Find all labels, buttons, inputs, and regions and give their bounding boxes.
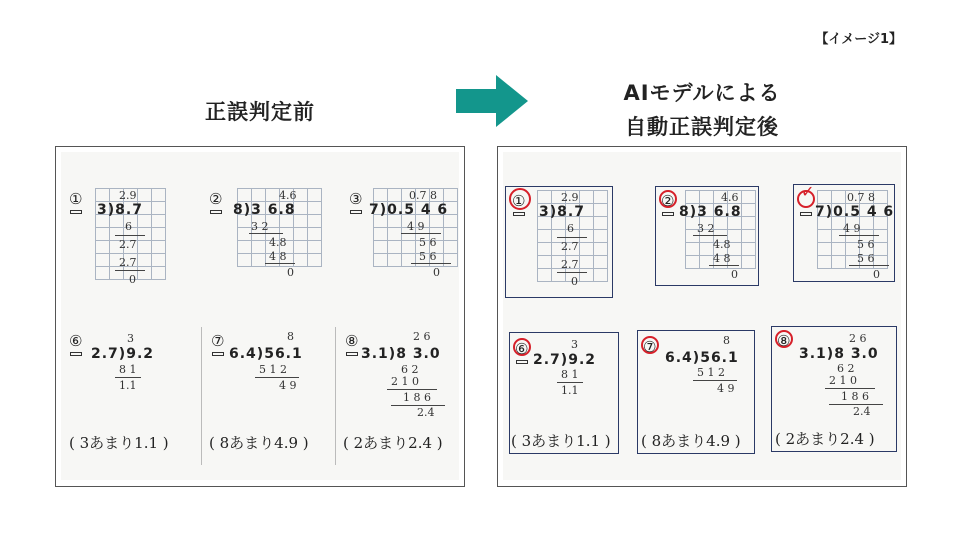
- column-divider: [335, 327, 336, 465]
- division-expression: 2.7)9.2: [91, 346, 154, 362]
- work-step: 2.7: [561, 240, 579, 253]
- underline-mark: [70, 210, 82, 214]
- check-icon: ✓: [801, 182, 815, 201]
- work-line: [849, 265, 889, 266]
- division-expression: 3)8.7: [539, 204, 585, 220]
- work-step: 5 6: [419, 236, 437, 249]
- division-expression: 2.7)9.2: [533, 352, 596, 368]
- work-step: 8 1: [119, 363, 137, 376]
- quotient: 0.7 8: [847, 191, 875, 204]
- underline-mark: [662, 212, 674, 216]
- work-step: 1 8 6: [403, 391, 431, 404]
- problem-number: ⑧: [345, 332, 359, 350]
- quotient: 3: [571, 338, 578, 351]
- column-divider: [201, 327, 202, 465]
- quotient: 8: [287, 330, 294, 343]
- before-panel: [55, 146, 465, 487]
- quotient: 0.7 8: [409, 189, 437, 202]
- problem-number: ③: [349, 190, 363, 208]
- quotient: 2 6: [413, 330, 431, 343]
- underline-mark: [212, 352, 224, 356]
- work-line: [249, 233, 283, 234]
- division-expression: 7)0.5 4 6: [369, 202, 449, 218]
- problem-number: ⑧: [777, 332, 791, 350]
- after-panel: [497, 146, 907, 487]
- quotient: 2.9: [119, 189, 137, 202]
- division-expression: 7)0.5 4 6: [815, 204, 895, 220]
- work-line: [693, 235, 727, 236]
- work-step: 4 9: [407, 220, 425, 233]
- problem-number: ⑥: [69, 332, 83, 350]
- answer-text: ( 3あまり1.1 ): [511, 432, 611, 450]
- underline-mark: [513, 212, 525, 216]
- work-line: [839, 235, 879, 236]
- work-line: [255, 377, 299, 378]
- underline-mark: [210, 210, 222, 214]
- work-step: 2 1 0: [829, 374, 857, 387]
- work-line: [557, 272, 587, 273]
- work-line: [693, 380, 737, 381]
- work-step: 8 1: [561, 368, 579, 381]
- quotient: 2.9: [561, 191, 579, 204]
- work-step: 4 9: [279, 379, 297, 392]
- work-step: 4 9: [717, 382, 735, 395]
- work-step: 1 8 6: [841, 390, 869, 403]
- answer-text: ( 8あまり4.9 ): [209, 434, 309, 452]
- division-expression: 3.1)8 3.0: [799, 346, 879, 362]
- work-step: 3 2: [697, 222, 715, 235]
- division-expression: 6.4)56.1: [665, 350, 739, 366]
- quotient: 8: [723, 334, 730, 347]
- answer-text: ( 2あまり2.4 ): [775, 430, 875, 448]
- problem-number: ⑥: [515, 340, 529, 358]
- work-step: 4 9: [843, 222, 861, 235]
- answer-text: ( 2あまり2.4 ): [343, 434, 443, 452]
- work-line: [709, 265, 739, 266]
- work-line: [557, 237, 587, 238]
- work-line: [115, 235, 145, 236]
- work-step: 5 6: [857, 238, 875, 251]
- quotient: 2 6: [849, 332, 867, 345]
- underline-mark: [70, 352, 82, 356]
- work-line: [265, 263, 295, 264]
- problem-number: ⑦: [643, 338, 657, 356]
- work-step: 2.4: [417, 406, 435, 419]
- before-scan: [61, 152, 459, 480]
- quotient: 4.6: [721, 191, 739, 204]
- work-line: [115, 270, 145, 271]
- work-step: 0: [129, 273, 136, 286]
- underline-mark: [346, 352, 358, 356]
- work-step: 6: [125, 220, 132, 233]
- work-step: 5 6: [419, 250, 437, 263]
- work-step: 5 6: [857, 252, 875, 265]
- work-step: 2.4: [853, 405, 871, 418]
- work-step: 1.1: [119, 379, 137, 392]
- work-step: 4 8: [713, 252, 731, 265]
- right-arrow-icon: [456, 75, 528, 127]
- work-step: 4.8: [713, 238, 731, 251]
- work-step: 5 1 2: [259, 363, 287, 376]
- work-step: 4.8: [269, 236, 287, 249]
- after-scan: [503, 152, 901, 480]
- division-expression: 3.1)8 3.0: [361, 346, 441, 362]
- underline-mark: [516, 360, 528, 364]
- before-title: 正誤判定前: [205, 100, 315, 124]
- division-expression: 6.4)56.1: [229, 346, 303, 362]
- problem-number: ②: [661, 192, 675, 210]
- problem-number: ①: [69, 190, 83, 208]
- work-step: 2.7: [561, 258, 579, 271]
- work-step: 1.1: [561, 384, 579, 397]
- work-step: 0: [287, 266, 294, 279]
- division-expression: 3)8.7: [97, 202, 143, 218]
- division-expression: 8)3 6.8: [679, 204, 742, 220]
- work-step: 2.7: [119, 256, 137, 269]
- work-line: [411, 263, 451, 264]
- work-step: 6 2: [837, 362, 855, 375]
- work-line: [401, 233, 441, 234]
- answer-text: ( 8あまり4.9 ): [641, 432, 741, 450]
- work-line: [115, 377, 141, 378]
- work-line: [557, 382, 583, 383]
- work-step: 0: [433, 266, 440, 279]
- underline-mark: [350, 210, 362, 214]
- work-line: [825, 388, 875, 389]
- quotient: 4.6: [279, 189, 297, 202]
- work-step: 0: [731, 268, 738, 281]
- after-title: [497, 76, 907, 144]
- work-step: 3 2: [251, 220, 269, 233]
- after-title-line2: 自動正誤判定後: [625, 115, 779, 139]
- work-step: 0: [571, 275, 578, 288]
- image-tag: 【イメージ1】: [815, 32, 902, 47]
- work-step: 5 1 2: [697, 366, 725, 379]
- work-step: 2 1 0: [391, 375, 419, 388]
- work-step: 6: [567, 222, 574, 235]
- after-title-line1: AIモデルによる: [623, 81, 781, 105]
- work-line: [387, 389, 437, 390]
- problem-number: ⑦: [211, 332, 225, 350]
- work-step: 4 8: [269, 250, 287, 263]
- work-step: 6 2: [401, 363, 419, 376]
- problem-number: ①: [512, 192, 526, 210]
- underline-mark: [800, 212, 812, 216]
- work-step: 0: [873, 268, 880, 281]
- quotient: 3: [127, 332, 134, 345]
- division-expression: 8)3 6.8: [233, 202, 296, 218]
- work-step: 2.7: [119, 238, 137, 251]
- problem-number: ②: [209, 190, 223, 208]
- answer-text: ( 3あまり1.1 ): [69, 434, 169, 452]
